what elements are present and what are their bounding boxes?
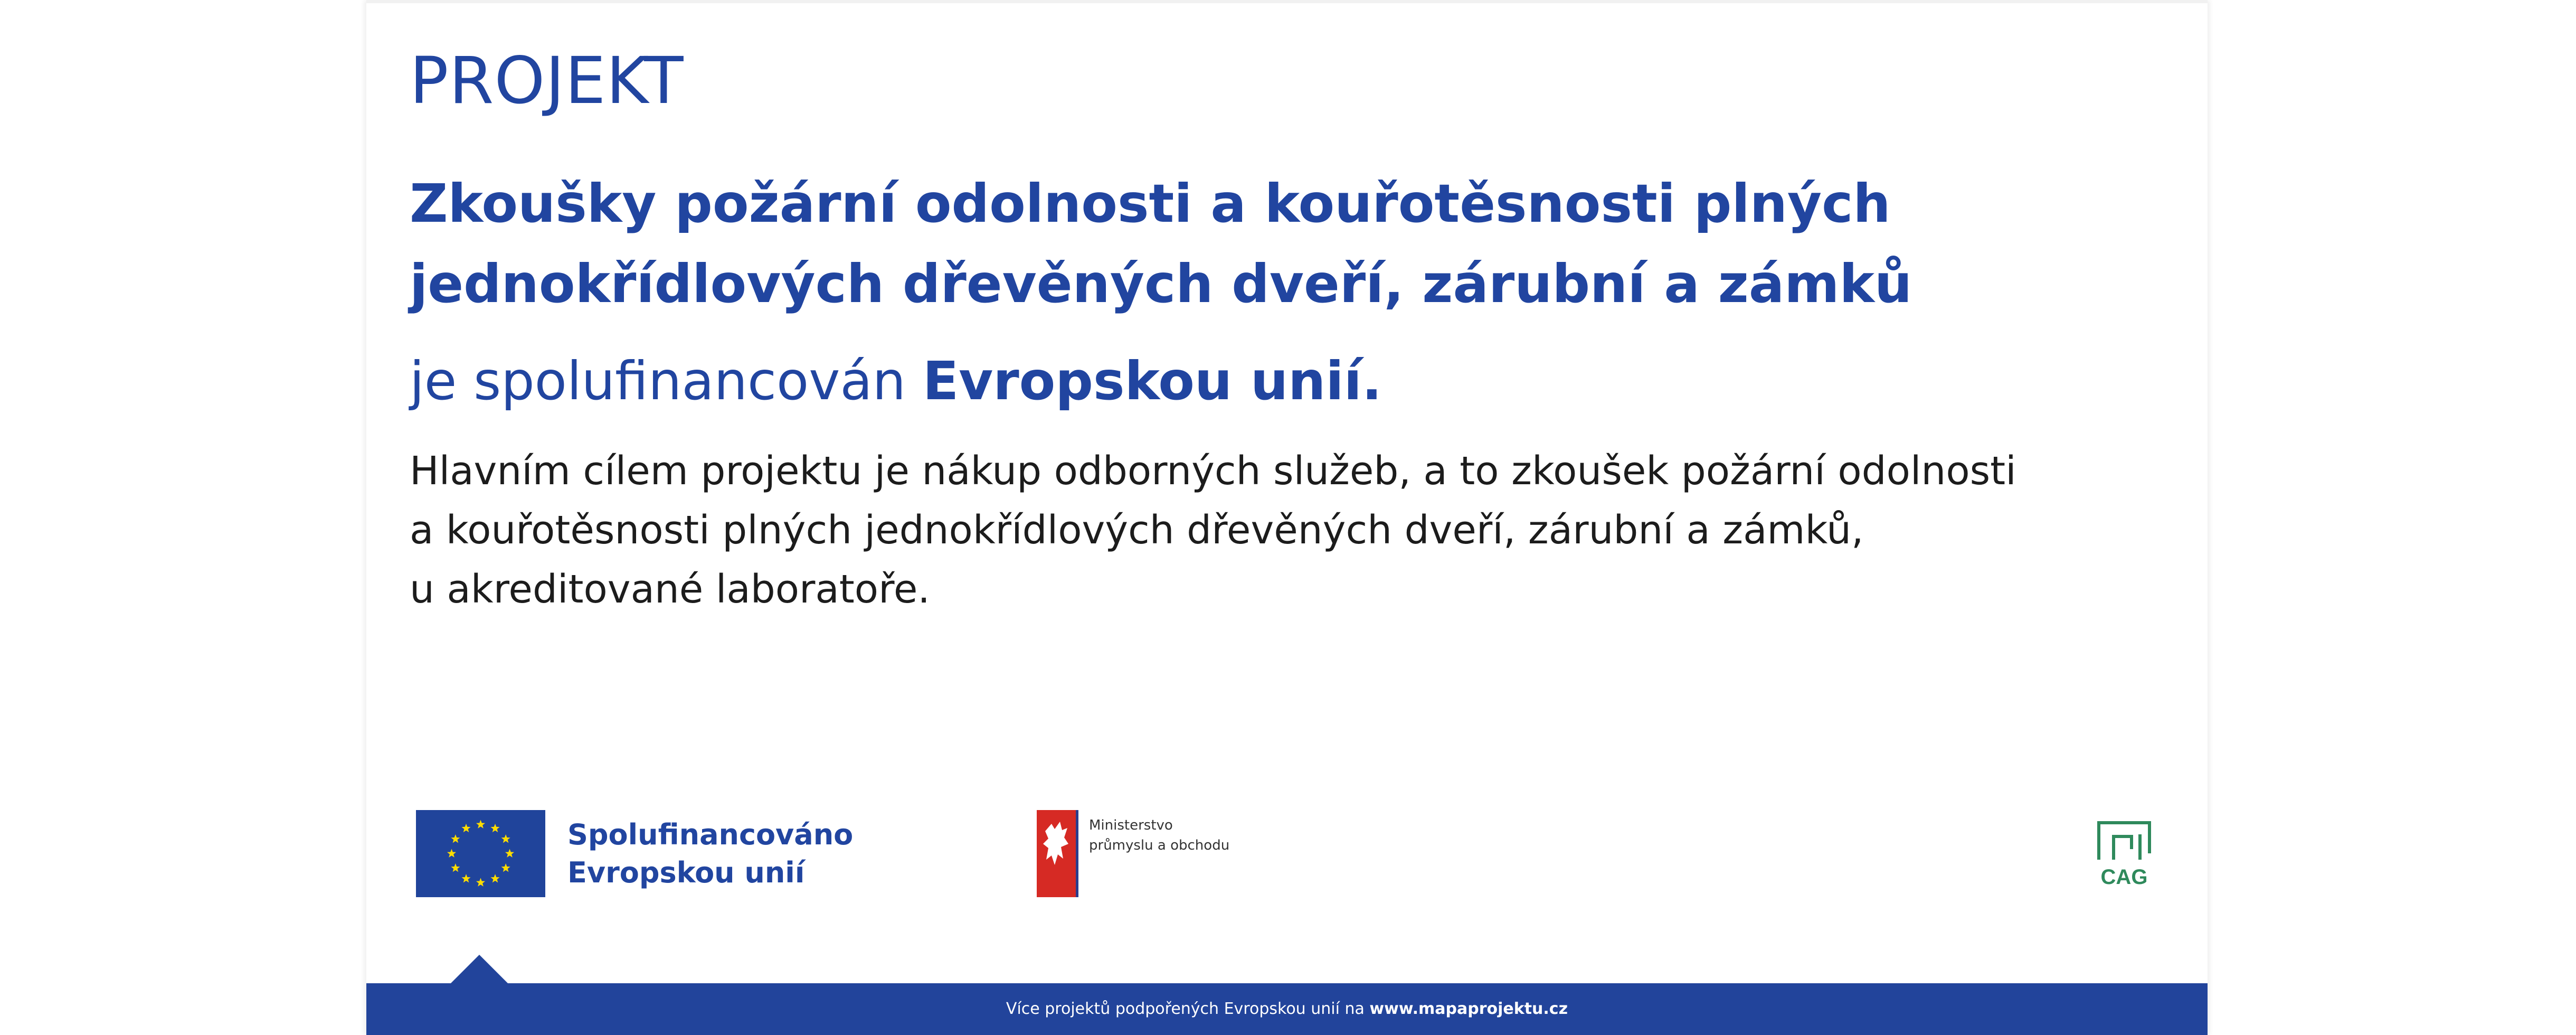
eu-star-icon <box>451 834 460 843</box>
eu-logo-text <box>567 816 853 892</box>
cag-logo-icon <box>2087 815 2161 889</box>
eu-star-icon <box>476 820 485 829</box>
eu-star-icon <box>461 824 470 832</box>
mpo-logo <box>1037 810 1229 897</box>
description-line: u akreditované laboratoře. <box>410 567 930 612</box>
description-line: a kouřotěsnosti plných jednokřídlových dřevěných dveří, zárubní a zámků, <box>410 507 1864 553</box>
eu-star-icon <box>476 878 485 887</box>
eu-star-icon <box>501 863 510 872</box>
project-title: Zkoušky požární odolnosti a kouřotěsnosti plných jednokřídlových dřevěných dveří, zárubní a zámků <box>410 173 1912 315</box>
cofinancing-emphasis: Evropskou unií. <box>922 350 1382 412</box>
eu-logo-line2: Evropskou unií <box>567 855 805 889</box>
description-line: Hlavním cílem projektu je nákup odborných služeb, a to zkoušek požární odolnosti <box>410 448 2016 494</box>
eu-cofinancing-logo <box>416 810 853 897</box>
footer-link[interactable]: www.mapaprojektu.cz <box>1369 1000 1568 1018</box>
footer-notch <box>450 955 509 984</box>
eu-logo-line1: Spolufinancováno <box>567 817 854 851</box>
eu-flag-icon <box>416 810 545 897</box>
eu-star-icon <box>501 834 510 843</box>
mpo-logo-line2: průmyslu a obchodu <box>1089 838 1230 853</box>
cofinancing-prefix: je spolufinancován <box>410 350 906 412</box>
mpo-logo-text <box>1089 815 1229 855</box>
cag-logo-text: CAG <box>2100 865 2148 889</box>
eu-star-icon <box>490 874 499 882</box>
eu-star-icon <box>451 863 460 872</box>
project-description <box>410 441 2152 619</box>
footer-bar <box>366 983 2208 1035</box>
mpo-logo-line1: Ministerstvo <box>1089 817 1173 833</box>
project-label: PROJEKT <box>410 43 684 118</box>
eu-star-icon <box>505 849 514 858</box>
eu-star-icon <box>461 874 470 882</box>
eu-star-icon <box>447 849 456 858</box>
project-poster <box>366 0 2208 1035</box>
cofinancing-statement <box>410 350 1382 413</box>
footer-text: Více projektů podpořených Evropskou unií na <box>1006 1000 1365 1018</box>
czech-lion-emblem-icon <box>1037 810 1078 897</box>
eu-star-icon <box>490 824 499 832</box>
